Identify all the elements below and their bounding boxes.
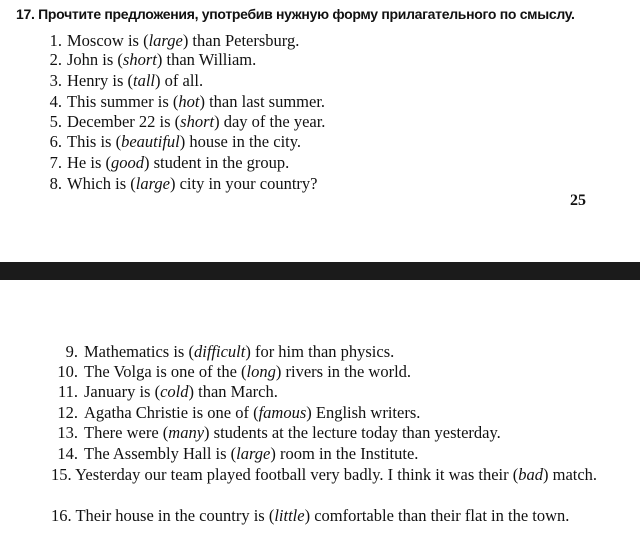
page-divider — [0, 262, 640, 280]
exercise-item: 1. Moscow is (large) than Petersburg. — [49, 31, 300, 50]
task-title: 17. Прочтите предложения, употребив нужную форму прилагательного по смыслу. — [16, 6, 575, 22]
exercise-item: 5. December 22 is (short) day of the year. — [49, 112, 326, 131]
exercise-item: 7. He is (good) student in the group. — [49, 153, 290, 172]
exercise-item: 13. There were (many) students at the lecture today than yesterday. — [57, 423, 501, 442]
exercise-item: 2. John is (short) than William. — [49, 50, 257, 69]
exercise-item: 6. This is (beautiful) house in the city. — [49, 132, 302, 151]
page-top — [0, 0, 640, 262]
exercise-item: 3. Henry is (tall) of all. — [49, 71, 204, 90]
exercise-item: 8. Which is (large) city in your country? — [49, 174, 318, 193]
exercise-item: 11. January is (cold) than March. — [57, 382, 278, 401]
exercise-item: 9. Mathematics is (difficult) for him than physics. — [65, 342, 395, 361]
exercise-item: 12. Agatha Christie is one of (famous) English writers. — [57, 403, 421, 422]
exercise-item: 14. The Assembly Hall is (large) room in the Institute. — [57, 444, 419, 463]
page-bottom — [0, 280, 640, 550]
exercise-item: 15. Yesterday our team played football very badly. I think it was their (bad) match. — [51, 465, 598, 484]
exercise-item: 10. The Volga is one of the (long) rivers in the world. — [57, 362, 412, 381]
exercise-item: 16. Their house in the country is (little) comfortable than their flat in the town. — [51, 506, 570, 525]
page-number: 25 — [570, 192, 586, 209]
exercise-item: 4. This summer is (hot) than last summer. — [49, 92, 326, 111]
